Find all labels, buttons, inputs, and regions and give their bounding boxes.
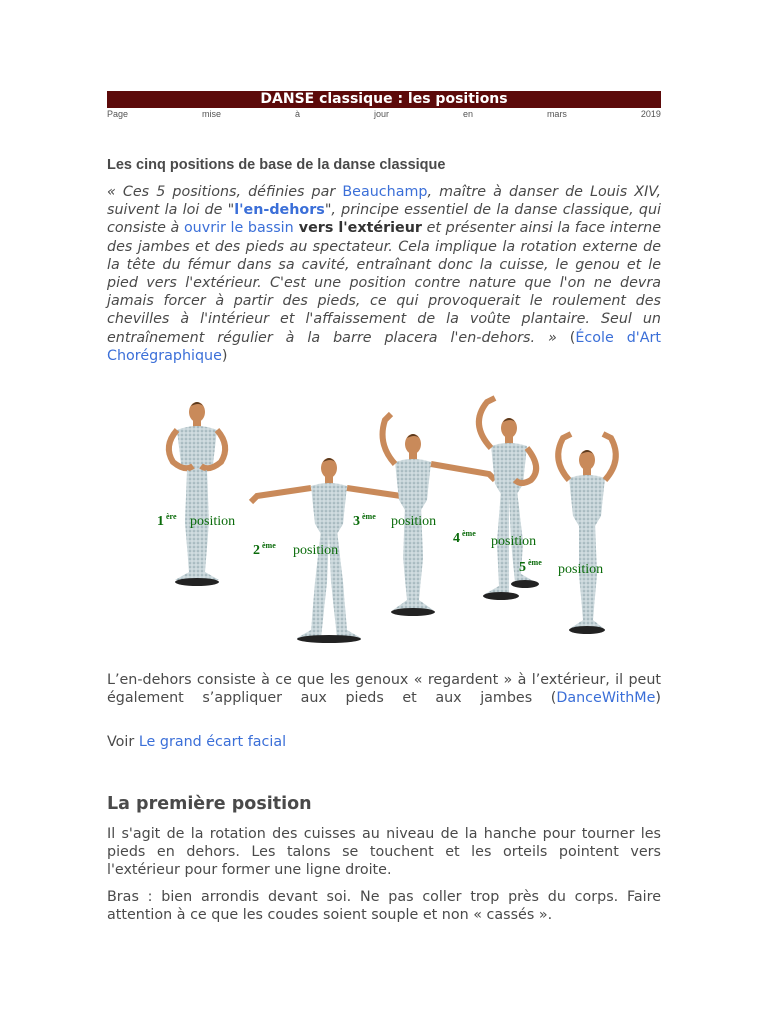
quote-text: ", principe essentiel de la danse classique, qui consiste à [107,202,661,237]
five-positions-illustration [157,394,637,646]
update-word: Page [107,109,129,119]
vers-exterieur-text: vers l'extérieur [293,220,422,237]
en-dehors-term: l'en-dehors [234,202,325,219]
en-dehors-paragraph [107,671,661,707]
first-position-arms-paragraph: Bras : bien arrondis devant soi. Ne pas coller trop près du corps. Faire attention à ce que les coudes soient souple et non « cassés ». [107,889,661,924]
grand-ecart-link[interactable]: Le grand écart facial [138,734,287,750]
update-word: jour [373,109,389,119]
intro-quote [107,183,661,365]
label-third-num: 3 [353,514,360,529]
ouvrir-bassin-link[interactable]: ouvrir le bassin [183,220,294,237]
label-fourth-num: 4 [453,531,460,546]
update-word: mars [546,109,567,119]
label-fourth-sup: ème [462,529,476,538]
label-first-word: position [190,514,236,529]
intro-heading: Les cinq positions de base de la danse classique [107,157,446,173]
label-third-sup: ème [362,512,376,521]
label-third-word: position [391,514,437,529]
quote-text: ( [556,329,576,346]
voir-line [107,734,286,750]
voir-prefix: Voir [107,734,139,750]
quote-text: « Ces 5 positions, définies par [107,184,343,200]
page-title: DANSE classique : les positions [107,91,661,108]
dancewithme-link[interactable]: DanceWithMe [556,690,656,707]
first-position-paragraph: Il s'agit de la rotation des cuisses au niveau de la hanche pour tourner les pieds en dehors. Les talons se touchent et les orteils pointent vers l'extérieur pour former une ligne droite. [107,826,661,879]
paragraph-text: ) [655,690,661,707]
paragraph-text: L’en-dehors consiste à ce que les genoux « regardent » à l’extérieur, il peut également s’appliquer aux pieds et aux jambes ( [107,672,661,707]
quote-text: , maître à danser de Louis XIV, suivent la loi de " [107,184,661,219]
ecole-link[interactable]: École d'Art Chorégraphique [107,329,661,364]
dancer-first-position [169,402,225,586]
label-second-word: position [293,543,339,558]
quote-text: et présenter ainsi la face interne des jambes et des pieds au spectateur. Cela implique la rotation externe de la tête du fémur dans sa cavité, entraînant donc la cuisse, le genou et le pied vers l'extérieur. C'est une position contre nature que l'on ne devra jamais forcer à partir des pieds, ce qui provoquerait le roulement des chevilles à l'intérieur et l'affaissement de la voûte plantaire. Seul un entraînement régulier à la barre placera l'en-dehors. » [107,220,661,346]
dancer-fifth-position [558,434,616,634]
update-word: 2019 [640,109,661,119]
update-word: en [462,109,473,119]
label-second-num: 2 [253,543,260,558]
update-word: à [294,109,300,119]
update-word: mise [202,109,222,119]
beauchamp-link[interactable]: Beauchamp [342,184,428,200]
label-fourth-word: position [491,534,537,549]
quote-text: ) [221,347,228,364]
section-heading-first-position: La première position [107,794,312,814]
label-fifth-word: position [558,562,604,577]
label-first-num: 1 [157,514,164,529]
label-first-sup: ère [166,512,177,521]
dancer-fourth-position [479,398,539,600]
label-fifth-num: 5 [519,560,526,575]
update-line [107,109,661,119]
label-fifth-sup: ème [528,558,542,567]
label-second-sup: ème [262,541,276,550]
